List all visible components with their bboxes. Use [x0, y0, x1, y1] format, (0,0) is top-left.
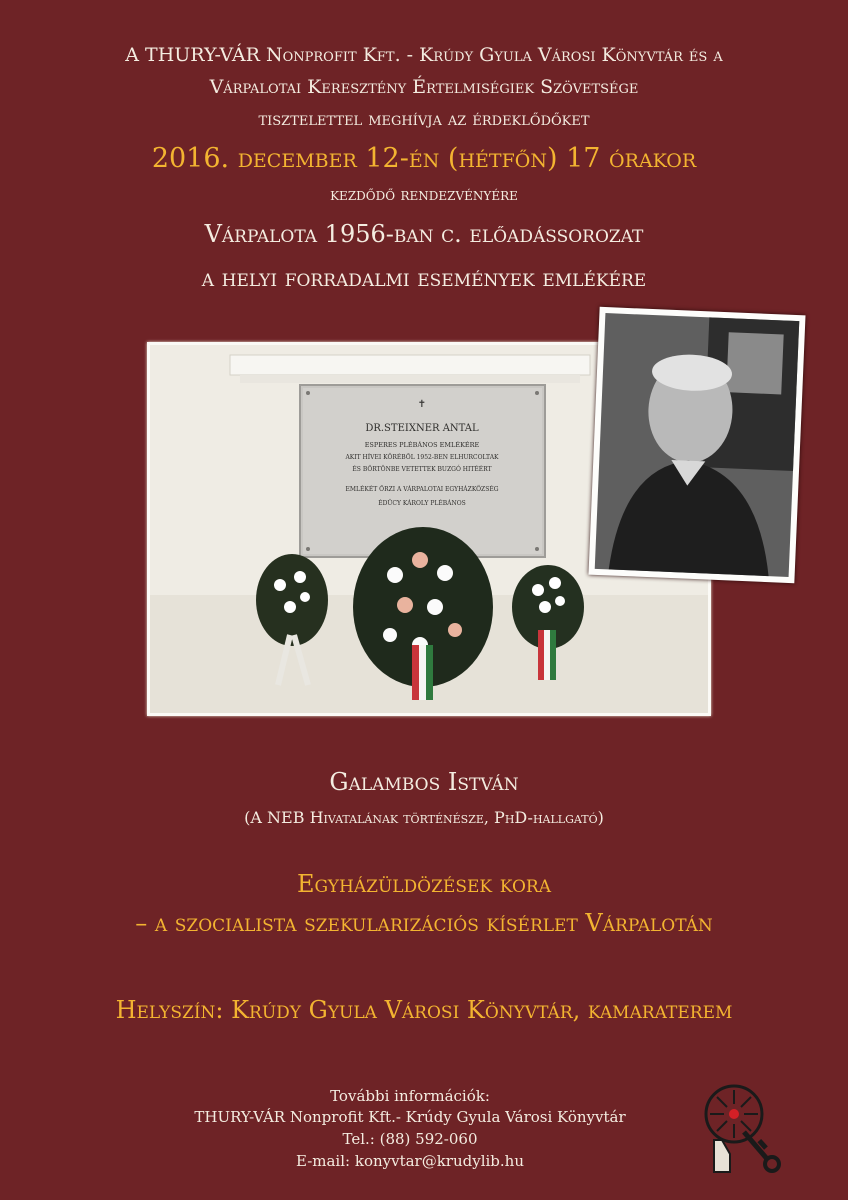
lecture-title-line1: Egyházüldözések kora: [297, 870, 551, 898]
plaque-line4: ÉS BÖRTÖNBE VETETTEK BUZGÓ HITÉÉRT: [352, 466, 492, 473]
header-invitation-line: tisztelettel meghívja az érdeklődőket: [258, 108, 590, 130]
series-title: Várpalota 1956-ban c. előadássorozat: [204, 220, 644, 248]
speaker-name: Galambos István: [329, 768, 519, 796]
plaque-line6: ÉDÜCY KÁROLY PLÉBÁNOS: [378, 500, 466, 507]
header-event-line: kezdődő rendezvényére: [330, 185, 518, 205]
info-email[interactable]: E-mail: konyvtar@krudylib.hu: [295, 1152, 525, 1170]
info-phone: Tel.: (88) 592-060: [342, 1130, 478, 1148]
series-subtitle: a helyi forradalmi események emlékére: [201, 264, 647, 292]
lecture-title-line2: – a szocialista szekularizációs kísérlet Várpalotán: [135, 909, 713, 937]
portrait-photo: [588, 307, 805, 583]
svg-text:✝: ✝: [417, 399, 427, 410]
venue: Helyszín: Krúdy Gyula Városi Könyvtár, kamaraterem: [115, 996, 733, 1024]
info-heading: További információk:: [330, 1087, 490, 1105]
plaque-line1: DR.STEIXNER ANTAL: [365, 423, 479, 434]
header-organizers-line1: A THURY-VÁR Nonprofit Kft. - Krúdy Gyula Városi Könyvtár és a: [125, 44, 723, 66]
speaker-role: (A NEB Hivatalának történésze, PhD-hallgató): [244, 808, 604, 827]
info-organization: THURY-VÁR Nonprofit Kft.- Krúdy Gyula Városi Könyvtár: [194, 1108, 626, 1126]
plaque-line5: EMLÉKÉT ŐRZI A VÁRPALOTAI EGYHÁZKÖZSÉG: [345, 486, 499, 493]
library-logo-icon: [700, 1080, 788, 1175]
event-date: 2016. december 12-én (hétfőn) 17 órakor: [151, 143, 697, 174]
plaque-line2: ESPERES PLÉBÁNOS EMLÉKÉRE: [364, 441, 480, 449]
header-organizers-line2: Várpalotai Keresztény Értelmiségiek Szövetsége: [209, 76, 639, 98]
plaque-line3: AKIT HÍVEI KÖRÉBŐL 1952-BEN ELHURCOLTAK: [345, 454, 499, 461]
